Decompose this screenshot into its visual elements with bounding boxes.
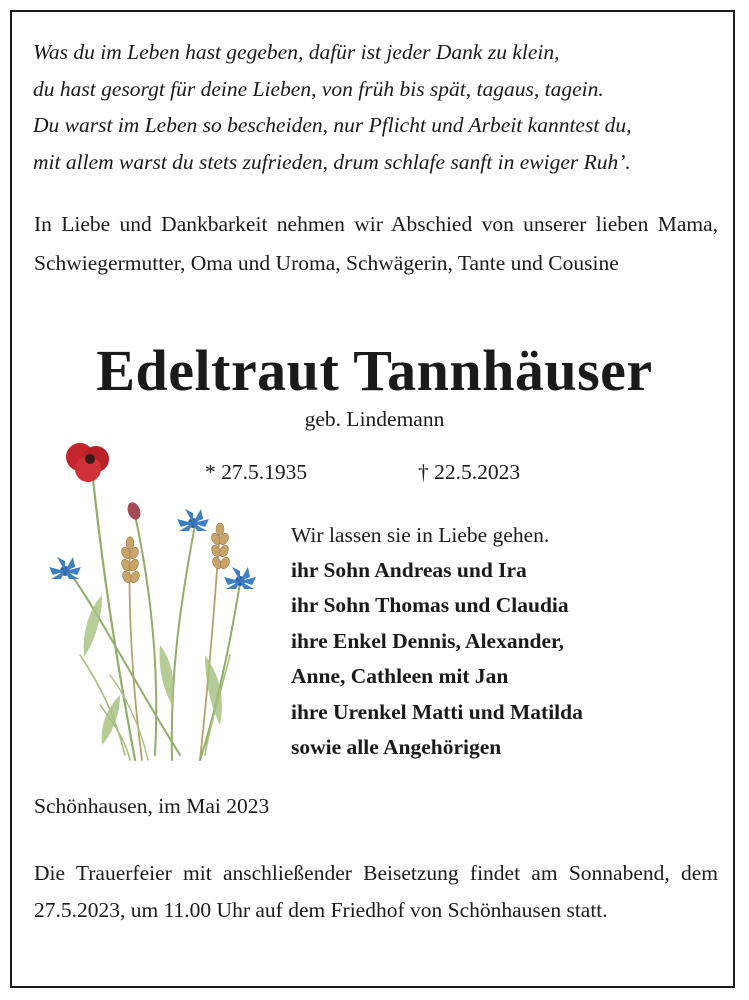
farewell-intro: In Liebe und Dankbarkeit nehmen wir Abschied von unserer lieben Mama, Schwiegermutter, Oma und Uroma, Schwägerin, Tante und Cousine [34,212,718,275]
mourner-line: sowie alle Angehörigen [291,735,502,759]
mourner-line: Anne, Cathleen mit Jan [291,664,509,688]
poem-line: du hast gesorgt für deine Lieben, von früh bis spät, tagaus, tagein. [33,76,604,101]
mourner-line: ihre Urenkel Matti und Matilda [291,699,583,724]
death-date: † 22.5.2023 [418,460,521,484]
mourners-block [291,518,731,766]
poem-line: Du warst im Leben so bescheiden, nur Pflicht und Arbeit kanntest du, [33,113,632,137]
mourner-line: ihr Sohn Thomas und Claudia [291,593,569,617]
deceased-name: Edeltraut Tannhäuser [96,338,653,403]
place-and-date: Schönhausen, im Mai 2023 [34,794,270,818]
poem-line: Was du im Leben hast gegeben, dafür ist jeder Dank zu klein, [33,40,560,64]
poem-line: mit allem warst du stets zufrieden, drum schlafe sanft in ewiger Ruh’. [33,149,631,174]
mourner-line: ihr Sohn Andreas und Ira [291,557,527,582]
poem [33,34,723,180]
birth-date: * 27.5.1935 [205,460,308,484]
mourners-lead: Wir lassen sie in Liebe gehen. [291,523,550,547]
funeral-service-text: Die Trauerfeier mit anschließender Beisetzung findet am Sonnabend, dem 27.5.2023, um 11.00 Uhr auf dem Friedhof von Schönhausen statt. [34,861,718,922]
maiden-name: geb. Lindemann [304,407,445,431]
mourner-line: ihre Enkel Dennis, Alexander, [291,628,564,653]
funeral-service-info [34,855,718,929]
